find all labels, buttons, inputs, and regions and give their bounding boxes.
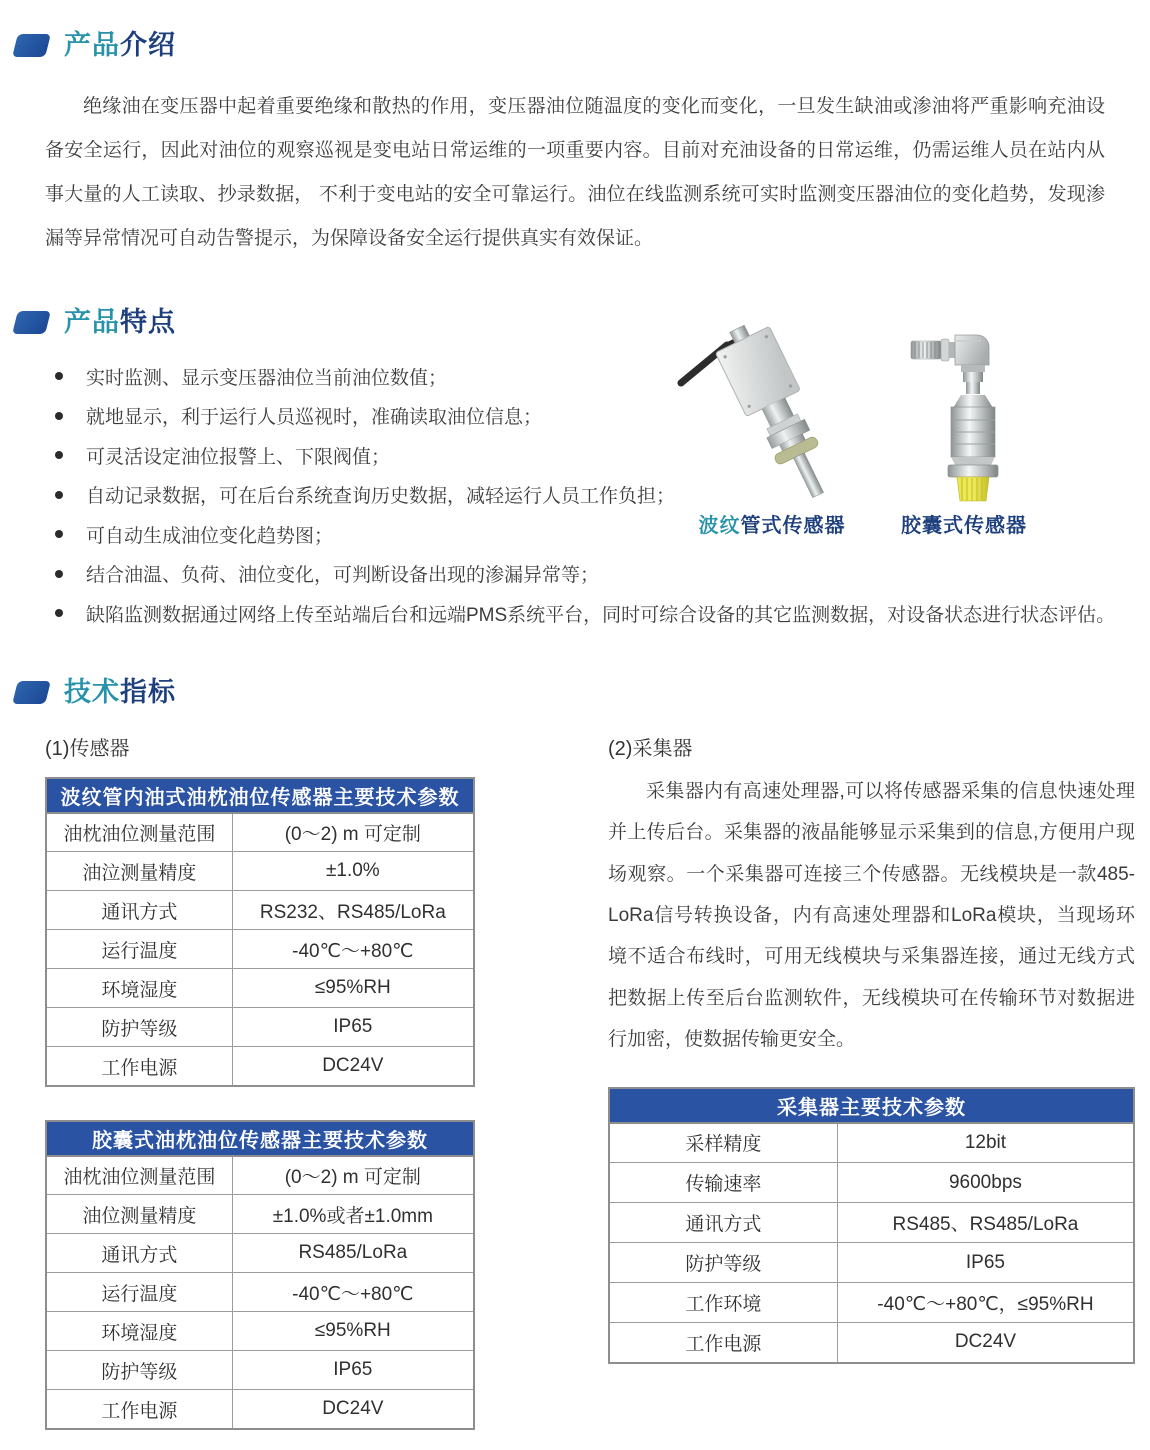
table-row xyxy=(46,813,474,852)
table-row xyxy=(46,891,474,930)
capsule-sensor-spec-table xyxy=(45,1120,475,1430)
bullet-dot-icon xyxy=(55,372,63,380)
spec-label-cell: 采样精度 xyxy=(609,1123,837,1163)
bellows-sensor-spec-table xyxy=(45,777,475,1087)
spec-value-cell: IP65 xyxy=(232,1351,474,1390)
table-row xyxy=(609,1323,1134,1363)
spec-label-cell: 油位测量精度 xyxy=(46,1195,232,1234)
table-row xyxy=(609,1203,1134,1243)
bullet-dot-icon xyxy=(55,570,63,578)
section-intro xyxy=(15,32,1135,261)
title-part-teal: 产品 xyxy=(64,307,120,338)
table-row xyxy=(609,1243,1134,1283)
collector-subsection-label: (2)采集器 xyxy=(608,737,693,760)
bullet-dot-icon xyxy=(55,412,63,420)
caption-part-teal: 波纹 xyxy=(698,515,741,538)
title-part-teal: 技术 xyxy=(64,676,120,707)
spec-value-cell: RS485/LoRa xyxy=(232,1234,474,1273)
table-row xyxy=(46,1312,474,1351)
table-row xyxy=(46,1047,474,1086)
collector-spec-table xyxy=(608,1087,1135,1364)
spec-label-cell: 通讯方式 xyxy=(46,891,232,930)
spec-value-cell: -40℃～+80℃ xyxy=(232,1273,474,1312)
section-marker-icon xyxy=(12,311,51,334)
spec-value-cell: 12bit xyxy=(837,1123,1134,1163)
feature-text: 结合油温、负荷、油位变化，可判断设备出现的渗漏异常等； xyxy=(86,565,600,587)
collector-paragraph: 采集器内有高速处理器,可以将传感器采集的信息快速处理并上传后台。采集器的液晶能够显示采集到的信息,方便用户现场观察。一个采集器可连接三个传感器。无线模块是一款485-LoRa信号转换设备，内有高速处理器和LoRa模块，当现场环境不适合布线时，可用无线模块与采集器连接，通过无线方式把数据上传至后台监测软件，无线模块可在传输环节对数据进行加密，使数据传输更安全。 xyxy=(608,780,1135,1051)
spec-label-cell: 通讯方式 xyxy=(46,1234,232,1273)
table-row xyxy=(46,1273,474,1312)
title-part-navy: 指标 xyxy=(120,676,176,707)
spec-label-cell: 油泣测量精度 xyxy=(46,852,232,891)
spec-value-cell: (0～2) m 可定制 xyxy=(232,1156,474,1195)
intro-paragraph: 绝缘油在变压器中起着重要绝缘和散热的作用，变压器油位随温度的变化而变化，一旦发生缺油或渗油将严重影响充油设备安全运行，因此对油位的观察巡视是变电站日常运维的一项重要内容。目前对充油设备的日常运维，仍需运维人员在站内从事大量的人工读取、抄录数据， 不利于变电站的安全可靠运行。油位在线监测系统可实时监测变压器油位的变化趋势，发现渗漏等异常情况可自动告警提示，为保障设备安全运行提供真实有效保证。 xyxy=(45,96,1105,250)
caption-part-navy2: 式传感器 xyxy=(943,515,1027,538)
table-row xyxy=(46,969,474,1008)
spec-value-cell: 9600bps xyxy=(837,1163,1134,1203)
title-part-navy: 特点 xyxy=(120,307,176,338)
spec-label-cell: 工作电源 xyxy=(46,1390,232,1429)
table-row xyxy=(609,1123,1134,1163)
title-part-teal: 产品 xyxy=(64,30,120,60)
spec-label-cell: 通讯方式 xyxy=(609,1203,837,1243)
spec-label-cell: 环境湿度 xyxy=(46,1312,232,1351)
spec-label-cell: 油枕油位测量范围 xyxy=(46,813,232,852)
bellows-sensor-caption xyxy=(699,509,846,538)
bellows-sensor-photo xyxy=(667,325,877,505)
spec-value-cell: DC24V xyxy=(232,1047,474,1086)
spec-value-cell: IP65 xyxy=(837,1243,1134,1283)
table-row xyxy=(46,1390,474,1429)
specs-columns xyxy=(45,732,1135,1430)
bullet-dot-icon xyxy=(55,491,63,499)
section-marker-icon xyxy=(12,34,51,57)
spec-label-cell: 防护等级 xyxy=(609,1243,837,1283)
table-title: 胶囊式油枕油位传感器主要技术参数 xyxy=(46,1121,474,1156)
table-row xyxy=(609,1163,1134,1203)
spec-label-cell: 运行温度 xyxy=(46,1273,232,1312)
capsule-sensor-figure xyxy=(899,325,1029,538)
section-specs-title xyxy=(64,676,176,707)
feature-text: 实时监测、显示变压器油位当前油位数值； xyxy=(86,367,448,389)
spec-label-cell: 工作电源 xyxy=(609,1323,837,1363)
feature-text: 可灵活设定油位报警上、下限阀值； xyxy=(86,446,391,468)
section-features xyxy=(15,309,1135,633)
table-row xyxy=(46,1156,474,1195)
spec-label-cell: 工作环境 xyxy=(609,1283,837,1323)
table-row xyxy=(46,1195,474,1234)
spec-label-cell: 工作电源 xyxy=(46,1047,232,1086)
spec-value-cell: ≤95%RH xyxy=(232,969,474,1008)
spec-value-cell: RS232、RS485/LoRa xyxy=(232,891,474,930)
spec-value-cell: -40℃～+80℃，≤95%RH xyxy=(837,1283,1134,1323)
spec-label-cell: 防护等级 xyxy=(46,1351,232,1390)
spec-value-cell: ±1.0%或者±1.0mm xyxy=(232,1195,474,1234)
spec-value-cell: ±1.0% xyxy=(232,852,474,891)
collector-specs-column xyxy=(608,732,1135,1430)
table-row xyxy=(46,1008,474,1047)
spec-value-cell: -40℃～+80℃ xyxy=(232,930,474,969)
spec-label-cell: 油枕油位测量范围 xyxy=(46,1156,232,1195)
table-header-row xyxy=(609,1088,1134,1123)
spec-value-cell: (0～2) m 可定制 xyxy=(232,813,474,852)
table-header-row xyxy=(46,778,474,813)
sensor-specs-column xyxy=(45,732,495,1430)
spec-label-cell: 防护等级 xyxy=(46,1008,232,1047)
table-row xyxy=(46,852,474,891)
spec-value-cell: DC24V xyxy=(232,1390,474,1429)
list-item xyxy=(45,554,1135,594)
spec-label-cell: 环境湿度 xyxy=(46,969,232,1008)
spec-label-cell: 传输速率 xyxy=(609,1163,837,1203)
list-item xyxy=(45,593,1135,633)
capsule-sensor-caption xyxy=(901,509,1027,538)
bullet-dot-icon xyxy=(55,609,63,617)
table-row xyxy=(46,930,474,969)
sensor-subsection-label: (1)传感器 xyxy=(45,737,130,760)
table-row xyxy=(46,1351,474,1390)
product-images xyxy=(667,325,1029,538)
table-header-row xyxy=(46,1121,474,1156)
bellows-sensor-figure xyxy=(667,325,877,538)
spec-value-cell: ≤95%RH xyxy=(232,1312,474,1351)
section-intro-title xyxy=(64,32,176,59)
feature-text: 就地显示，利于运行人员巡视时，准确读取油位信息； xyxy=(86,407,543,429)
section-specs-header xyxy=(15,676,1135,707)
table-title: 波纹管内油式油枕油位传感器主要技术参数 xyxy=(46,778,474,813)
bullet-dot-icon xyxy=(55,451,63,459)
caption-part-navy: 胶囊 xyxy=(901,515,943,538)
caption-part-navy: 管式传感器 xyxy=(740,515,846,538)
capsule-sensor-photo xyxy=(899,325,1029,505)
section-intro-header xyxy=(15,32,1135,59)
feature-text: 缺陷监测数据通过网络上传至站端后台和远端PMS系统平台，同时可综合设备的其它监测数据，对设备状态进行状态评估。 xyxy=(86,604,1116,626)
section-specs xyxy=(15,676,1135,1430)
table-row xyxy=(609,1283,1134,1323)
spec-label-cell: 运行温度 xyxy=(46,930,232,969)
section-marker-icon xyxy=(12,681,51,704)
spec-value-cell: DC24V xyxy=(837,1323,1134,1363)
feature-text: 可自动生成油位变化趋势图； xyxy=(86,525,334,547)
table-title: 采集器主要技术参数 xyxy=(609,1088,1134,1123)
title-part-navy: 介绍 xyxy=(120,30,176,60)
section-features-title xyxy=(64,309,176,336)
bullet-dot-icon xyxy=(55,530,63,538)
table-row xyxy=(46,1234,474,1273)
feature-text: 自动记录数据，可在后台系统查询历史数据，减轻运行人员工作负担； xyxy=(86,486,676,508)
spec-value-cell: RS485、RS485/LoRa xyxy=(837,1203,1134,1243)
spec-value-cell: IP65 xyxy=(232,1008,474,1047)
